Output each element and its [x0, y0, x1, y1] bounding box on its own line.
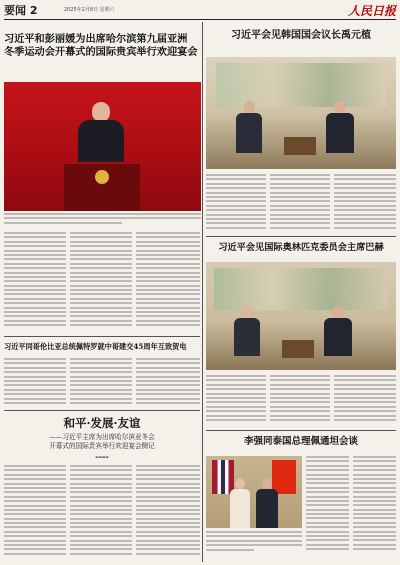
- colombia-headline: 习近平同哥伦比亚总统佩特罗就中哥建交45周年互致贺电: [4, 342, 187, 351]
- feature-body-col-3: [136, 465, 200, 561]
- podium: [64, 164, 140, 211]
- speaker-figure: [78, 102, 124, 162]
- host-figure: [324, 306, 352, 356]
- byline: ▬▬▬▬: [95, 455, 109, 459]
- ioc-body-col-1: [206, 375, 266, 427]
- emblem-icon: [95, 170, 109, 184]
- korea-body-col-1: [206, 174, 266, 234]
- thailand-body-col-1: [306, 456, 349, 560]
- guest-figure: [236, 101, 262, 153]
- guest-figure: [234, 306, 260, 356]
- host-figure: [326, 101, 354, 153]
- column-divider: [202, 22, 203, 562]
- lead-photo: [4, 82, 201, 211]
- divider: [206, 430, 396, 431]
- divider: [206, 236, 396, 237]
- lead-body-col-2: [70, 232, 132, 332]
- thailand-headline: 李强同泰国总理佩通坦会谈: [243, 436, 358, 447]
- thailand-photo: [206, 456, 302, 528]
- host-figure: [256, 478, 278, 528]
- page-number: 2: [29, 4, 38, 17]
- lead-photo-caption: [4, 213, 201, 226]
- ioc-photo: [206, 262, 396, 370]
- backdrop-painting: [214, 268, 388, 310]
- lead-headline: 习近平和彭丽媛为出席哈尔滨第九届亚洲 冬季运动会开幕式的国际贵宾举行欢迎宴会: [4, 33, 198, 58]
- korea-body-col-3: [334, 174, 396, 234]
- masthead-logo: 人民日报: [347, 4, 396, 18]
- divider: [4, 410, 200, 411]
- issue-date: 2025年2月8日 星期六: [64, 7, 115, 13]
- lead-body-col-3: [136, 232, 200, 332]
- page-header: [4, 2, 396, 20]
- ioc-headline: 习近平会见国际奥林匹克委员会主席巴赫: [218, 242, 384, 253]
- korea-photo: [206, 57, 396, 169]
- feature-body-col-1: [4, 465, 66, 561]
- tea-table: [284, 137, 316, 155]
- lead-body-col-1: [4, 232, 66, 332]
- korea-headline: 习近平会见韩国国会议长禹元植: [231, 30, 371, 41]
- divider: [4, 336, 200, 337]
- colombia-body-col-3: [136, 358, 200, 408]
- korea-body-col-2: [270, 174, 330, 234]
- ioc-body-col-2: [270, 375, 330, 427]
- feature-subtitle: ——习近平主席为出席哈尔滨亚冬会 开幕式的国际贵宾举行欢迎宴会侧记: [49, 433, 155, 450]
- thailand-body-col-2: [353, 456, 396, 560]
- colombia-body-col-2: [70, 358, 132, 408]
- feature-headline: 和平·发展·友谊: [63, 416, 141, 430]
- section-title: 要闻 2: [4, 4, 38, 17]
- ioc-body-col-3: [334, 375, 396, 427]
- thailand-photo-caption: [206, 531, 302, 559]
- feature-body-col-2: [70, 465, 132, 561]
- colombia-body-col-1: [4, 358, 66, 408]
- guest-figure: [230, 478, 250, 528]
- tea-table: [282, 340, 314, 358]
